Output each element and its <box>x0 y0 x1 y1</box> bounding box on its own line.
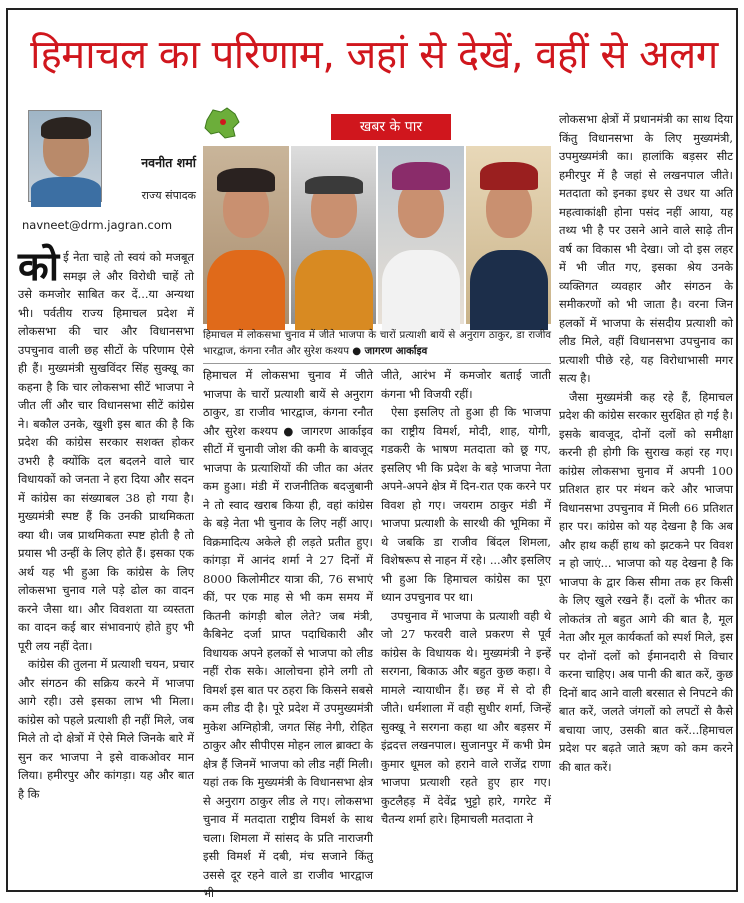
article-paragraph: उपचुनाव में भाजपा के प्रत्याशी वही थे जो 27 फरवरी वाले प्रकरण से पूर्व कांग्रेस के विधायक थे। मुख्यमंत्री ने इन्हें सरगना, बिकाऊ और बहुत कुछ कहा। वे मामले न्यायाधीन हैं। छह में से दो ही जीते। धर्मशाला में वही सुधीर शर्मा, जिन्हें सुक्खू ने सरगना कहा था और बड़सर में इंद्रदत्त लखनपाल। सुजानपुर में कभी प्रेम कुमार धूमल को हराने वाले राजेंद्र राणा भाजपा प्रत्याशी रहते हुए हार गए। कुटलैहड़ में देवेंद्र भुट्टो हारे, गगरेट में चैतन्य शर्मा हारे। हिमाचली मतदाता ने <box>381 608 551 826</box>
article-paragraph: जीते, आरंभ में कमजोर बताई जाती कंगना भी विजयी रहीं। <box>381 368 551 401</box>
photo-caption <box>203 328 551 364</box>
author-email[interactable]: navneet@drm.jagran.com <box>22 218 173 232</box>
photo-suresh-kashyap <box>466 146 552 324</box>
himachal-map-icon <box>203 106 243 140</box>
article-paragraph: हिमाचल में लोकसभा चुनाव में जीते भाजपा के चारों प्रत्याशी बायें से अनुराग ठाकुर, डा राजीव भारद्वाज, कंगना रनौत और सुरेश कश्यप ● जागरण आर्काइव सीटों में चुनावी जोश की कमी के बावजूद भाजपा के प्रत्याशियों की जीत का अंतर कम हुआ। मंडी में राजनीतिक बदजुबानी ने तो स्वाद खराब किया ही, वहां कांग्रेस के बड़े नेता भी चुनाव के लिए नहीं आए। विक्रमादित्य अकेले ही लड़ते प्रतीत हुए। कांगड़ा में आनंद शर्मा ने 27 दिनों में 8000 किलोमीटर यात्रा की, 76 सभाएं कीं, पर एक माह से भी कम समय में कितनी कांगड़ी बोल लेते? जब मंत्री, कैबिनेट दर्जा प्राप्त पदाधिकारी और विधायक अपने हलकों से भाजपा को लीड नहीं रोक सके। आलोचना होने लगी तो विमर्श इस बात पर ठहरा कि किसने सबसे कम लीड दी है। पूरे प्रदेश में उपमुख्यमंत्री मुकेश अग्निहोत्री, जगत सिंह नेगी, रोहित ठाकुर और सीपीएस मोहन लाल ब्राक्टा के क्षेत्र हैं जिनमें भाजपा को लीड नहीं मिली। यहां तक कि मुख्यमंत्री के विधानसभा क्षेत्र से अनुराग ठाकुर लीड ले गए। लोकसभा चुनाव में मतदाता राष्ट्रीय विमर्श के साथ चला। शिमला में सांसद के प्रति नाराजगी इसी विमर्श में दबी, मंच सजाने किंतु उससे दूर रहने वाले डा राजीव भारद्वाज भी <box>203 368 373 900</box>
article-column-4 <box>559 110 733 888</box>
newspaper-page <box>6 8 738 900</box>
dropcap: को <box>18 244 60 290</box>
article-paragraph: जैसा मुख्यमंत्री कह रहे हैं, हिमाचल प्रदेश की कांग्रेस सरकार सुरक्षित हो गई है। इसके बावजूद, दोनों दलों को समीक्षा करनी ही होगी कि सुराख कहां रह गए। कांग्रेस लोकसभा चुनाव में अपनी 100 प्रतिशत हार पर मंथन करे और भाजपा विधानसभा उपचुनाव में मिली 66 प्रतिशत हार पर। कांग्रेस को यह देखना है कि अब और हाथ कहीं हाथ को झटकने पर विवश न हो जाएं... भाजपा को यह देखना है कि भाजपा के द्वार किस सीमा तक हर किसी के लिए खुले रखने हैं। दलों के भीतर का लोकतंत्र तो बहुत आगे की बात है, मूल नेता और मूल कार्यकर्ता को स्पर्श मिले, इस पर दोनों दलों को ईमानदारी से विचार करना चाहिए। अब पानी की बात करें, कुछ दिनों बाद आने वाली बरसात से निपटने की बात करें, जलते जंगलों को लपटों से कैसे बचाया जाए, उसकी बात करें...हिमाचल प्रदेश पर बढ़ते जाते ऋण को कम करने की बात करें। <box>559 389 733 774</box>
caption-text: हिमाचल में लोकसभा चुनाव में जीते भाजपा के चारों प्रत्याशी बायें से अनुराग ठाकुर, डा राजीव भारद्वाज, कंगना रनौत और सुरेश कश्यप <box>203 330 551 357</box>
photo-kangana-ranaut <box>378 146 464 324</box>
article-paragraph: कांग्रेस की तुलना में प्रत्याशी चयन, प्रचार और संगठन की सक्रिय करने में भाजपा आगे रही। उसे इसका लाभ भी मिला। कांग्रेस को पहले प्रत्याशी ही नहीं मिले, जब मिले तो दो क्षेत्रों में ऐसे मिले जिनके बारे में सुन कर भाजपा ने इसे वाकओवर मान लिया। हमीरपुर और कांगड़ा। यह और बात है कि <box>18 657 194 801</box>
caption-credit: ● जागरण आर्काइव <box>352 346 428 357</box>
photo-anurag-thakur <box>203 146 289 324</box>
author-role: राज्य संपादक <box>141 189 196 202</box>
article-column-1 <box>18 244 194 888</box>
byline <box>18 108 196 248</box>
author-name: नवनीत शर्मा <box>141 155 196 170</box>
section-banner <box>203 110 551 142</box>
photo-rajeev-bhardwaj <box>291 146 377 324</box>
headline: हिमाचल का परिणाम, जहां से देखें, वहीं से अलग <box>30 32 718 78</box>
banner-label: खबर के पार <box>331 114 451 140</box>
article-column-2 <box>203 366 373 900</box>
article-paragraph: लोकसभा क्षेत्रों में प्रधानमंत्री का साथ दिया किंतु विधानसभा के लिए मुख्यमंत्री, उपमुख्यमंत्री का। हालांकि बड़सर सीट हमीरपुर में है जहां से लखनपाल जीते। मतदाता को इनका इधर से उधर या अति महत्वाकांक्षी होना पसंद नहीं आया, यह तथ्य भी है पर उसने आने वाले साढ़े तीन वर्ष का विकास भी देखा। जो दो इस लहर में भी जीत गए, इसका श्रेय उनके व्यक्तिगत व्यवहार और संगठन के समीकरणों को भी जाता है। वरना जिन हलकों में भाजपा के संसदीय प्रत्याशी को लीड मिले, वहीं विधानसभा उपचुनाव का प्रत्याशी पीछे रहे, यह विरोधाभासी मगर सत्य है। <box>559 112 733 385</box>
candidate-photos <box>203 146 551 324</box>
article-paragraph: कोई नेता चाहे तो स्वयं को मजबूत समझ ले और विरोधी चाहें तो उसे कमजोर साबित कर दें...या अन्यथा भी। पर्वतीय राज्य हिमाचल प्रदेश में लोकसभा की चार और विधानसभा उपचुनाव वाली छह सीटों के परिणाम ऐसे ही हैं। मुख्यमंत्री सुखविंदर सिंह सुक्खू का कहना है कि चार लोकसभा सीटें भाजपा ने जीत लीं और चार विधानसभा सीटें कांग्रेस ने। बकौल उनके, खुशी इस बात की है कि प्रदेश की कांग्रेस सरकार सशक्त होकर उभरी है क्योंकि दल बदलने वाले चार विधायकों को जनता ने हरा दिया और सदन में कांग्रेस का संख्याबल 38 हो गया है। मुख्यमंत्री स्पष्ट हैं कि उनकी प्राथमिकता क्या थी। जब प्राथमिकता स्पष्ट होती है तो प्रयास भी उन्हीं के लिए होते हैं। इसका एक अर्थ यह भी हुआ कि कांग्रेस के लिए लोकसभा चुनाव गले पड़े ढोल का वादन करने जैसा था। और विवशता या व्यस्तता का वादन कई बार संभावनाएं होते हुए भी पूरी लय नहीं देता। <box>18 244 194 653</box>
author-photo <box>28 110 102 202</box>
article-paragraph: ऐसा इसलिए तो हुआ ही कि भाजपा का राष्ट्रीय विमर्श, मोदी, शाह, योगी, गडकरी के भाषण मतदाता को छू गए, इसलिए भी कि प्रदेश के बड़े भाजपा नेता अपने-अपने क्षेत्र में दिन-रात एक करने पर विवश हो गए। जयराम ठाकुर मंडी में भाजपा प्रत्याशी के सारथी की भूमिका में थे जबकि डा राजीव बिंदल शिमला, विशेषरूप से नाहन में रहे। ...और इसलिए भी हुआ कि हिमाचल कांग्रेस का पूरा ध्यान उपचुनाव पर था। <box>381 405 551 604</box>
article-column-3 <box>381 366 551 888</box>
